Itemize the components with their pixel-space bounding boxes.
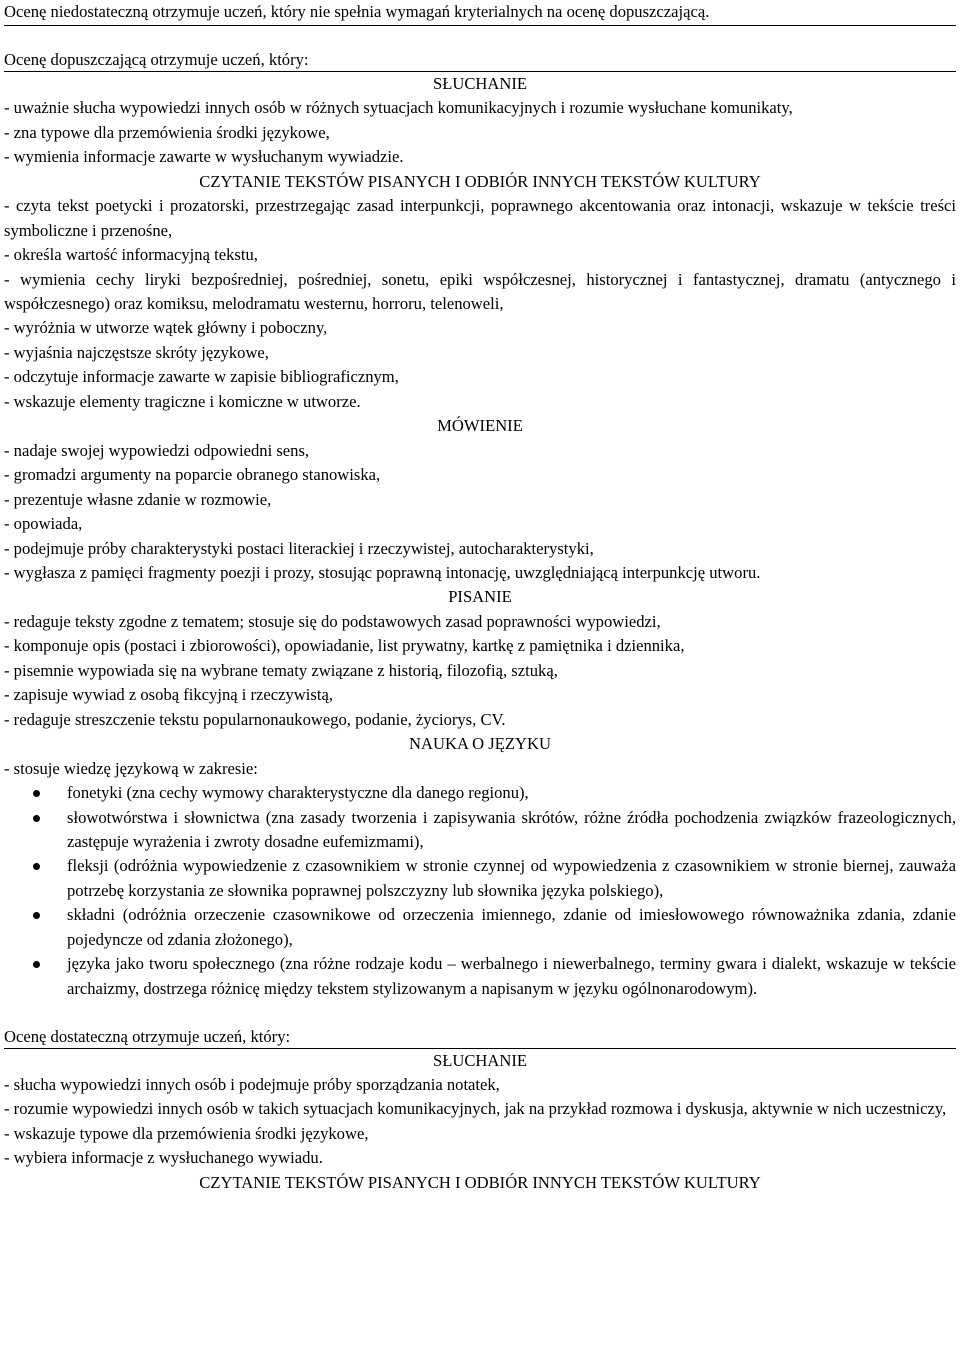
list-item: - odczytuje informacje zawarte w zapisie bibliograficznym, [4,367,399,387]
bullet-icon [33,815,40,822]
list-item: - słucha wypowiedzi innych osób i podejmuje próby sporządzania notatek, [4,1075,500,1095]
list-item: - redaguje streszczenie tekstu popularnonaukowego, podanie, życiorys, CV. [4,709,506,729]
bullet-icon [33,912,40,919]
list-item: - zna typowe dla przemówienia środki językowe, [4,122,330,142]
list-item: - wyjaśnia najczęstsze skróty językowe, [4,342,269,362]
bullet-text: fleksji (odróżnia wypowiedzenie z czasownikiem w stronie czynnej od wypowiedzenia z czasownikiem w stronie biernej, zauważa potrzebę korzystania ze słownika poprawnej polszczyzny lub słownika języka polskiego), [67,856,956,900]
spacer [4,26,956,48]
list-item: - rozumie wypowiedzi innych osób w takich sytuacjach komunikacyjnych, jak na przykład rozmowa i dyskusja, aktywnie w nich uczestniczy, [4,1099,947,1119]
section-title-czytanie: CZYTANIE TEKSTÓW PISANYCH I ODBIÓR INNYCH TEKSTÓW KULTURY [199,1172,761,1192]
bullet-item [4,952,956,1001]
list-item: - wygłasza z pamięci fragmenty poezji i prozy, stosując poprawną intonację, uwzględniającą interpunkcję utworu. [4,562,761,582]
grade-heading-dopuszczajaca: Ocenę dopuszczającą otrzymuje uczeń, który: [4,50,309,70]
bullet-icon [33,863,40,870]
list-item: - wskazuje typowe dla przemówienia środki językowe, [4,1123,369,1143]
bullet-text: słowotwórstwa i słownictwa (zna zasady tworzenia i zapisywania skrótów, różne źródła pochodzenia związków frazeologicznych, zastępuje wyrażenia i zwroty dosadne eufemizmami), [67,807,956,851]
list-item: - opowiada, [4,514,83,534]
list-item: - uważnie słucha wypowiedzi innych osób w różnych sytuacjach komunikacyjnych i rozumie wysłuchane komunikaty, [4,98,793,118]
bullet-item [4,903,956,952]
list-item: - podejmuje próby charakterystyki postaci literackiej i rzeczywistej, autocharakterystyki, [4,538,594,558]
section-title-mowienie: MÓWIENIE [437,416,523,436]
list-item: - wybiera informacje z wysłuchanego wywiadu. [4,1148,323,1168]
list-item: - określa wartość informacyjną tekstu, [4,245,258,265]
bullet-item [4,806,956,855]
bullet-icon [33,961,40,968]
bullet-text: składni (odróżnia orzeczenie czasownikowe od orzeczenia imiennego, zdanie od imiesłowowego równoważnika zdania, zdanie pojedyncze od zdania złożonego), [67,905,956,949]
bullet-item [4,854,956,903]
list-item: - pisemnie wypowiada się na wybrane tematy związane z historią, filozofią, sztuką, [4,660,558,680]
bullet-text: języka jako tworu społecznego (zna różne rodzaje kodu – werbalnego i niewerbalnego, terminy gwara i dialekt, wskazuje w tekście archaizmy, dostrzega różnicę między tekstem stylizowanym a napisanym w języku ogólnonarodowym). [67,954,956,998]
section-title-pisanie: PISANIE [448,587,512,607]
grade-heading-dostateczna: Ocenę dostateczną otrzymuje uczeń, który: [4,1027,291,1047]
list-item: - wskazuje elementy tragiczne i komiczne w utworze. [4,391,361,411]
list-item: - komponuje opis (postaci i zbiorowości), opowiadanie, list prywatny, kartkę z pamiętnika i dziennika, [4,636,685,656]
bullet-list [4,781,956,1001]
section-title-sluchanie: SŁUCHANIE [432,73,528,93]
list-item: - nadaje swojej wypowiedzi odpowiedni sens, [4,440,310,460]
bullet-text: fonetyki (zna cechy wymowy charakterystyczne dla danego regionu), [67,783,529,803]
list-item: - zapisuje wywiad z osobą fikcyjną i rzeczywistą, [4,685,333,705]
list-item: - wymienia cechy liryki bezpośredniej, pośredniej, sonetu, epiki współczesnej, historycznej i fantastycznej, dramatu (antycznego i współczesnego) oraz komiksu, melodramatu westernu, horroru, telenoweli, [4,269,956,313]
spacer [4,1001,956,1025]
list-item: - wyróżnia w utworze wątek główny i poboczny, [4,318,328,338]
bullet-icon [33,790,40,797]
section-title-sluchanie: SŁUCHANIE [432,1050,528,1070]
intro-text: Ocenę niedostateczną otrzymuje uczeń, który nie spełnia wymagań kryterialnych na ocenę dopuszczającą. [4,2,710,21]
section-title-nauka: NAUKA O JĘZYKU [409,734,551,754]
list-item: - wymienia informacje zawarte w wysłuchanym wywiadzie. [4,147,404,167]
section-title-czytanie: CZYTANIE TEKSTÓW PISANYCH I ODBIÓR INNYCH TEKSTÓW KULTURY [199,171,761,191]
list-item: - gromadzi argumenty na poparcie obranego stanowiska, [4,465,381,485]
list-item: - czyta tekst poetycki i prozatorski, przestrzegając zasad interpunkcji, poprawnego akcentowania oraz intonacji, wskazuje w tekście treści symboliczne i przenośne, [4,196,956,240]
list-item: - prezentuje własne zdanie w rozmowie, [4,489,272,509]
list-item: - stosuje wiedzę językową w zakresie: [4,758,258,778]
list-item: - redaguje teksty zgodne z tematem; stosuje się do podstawowych zasad poprawności wypowiedzi, [4,611,661,631]
bullet-item [4,781,956,805]
